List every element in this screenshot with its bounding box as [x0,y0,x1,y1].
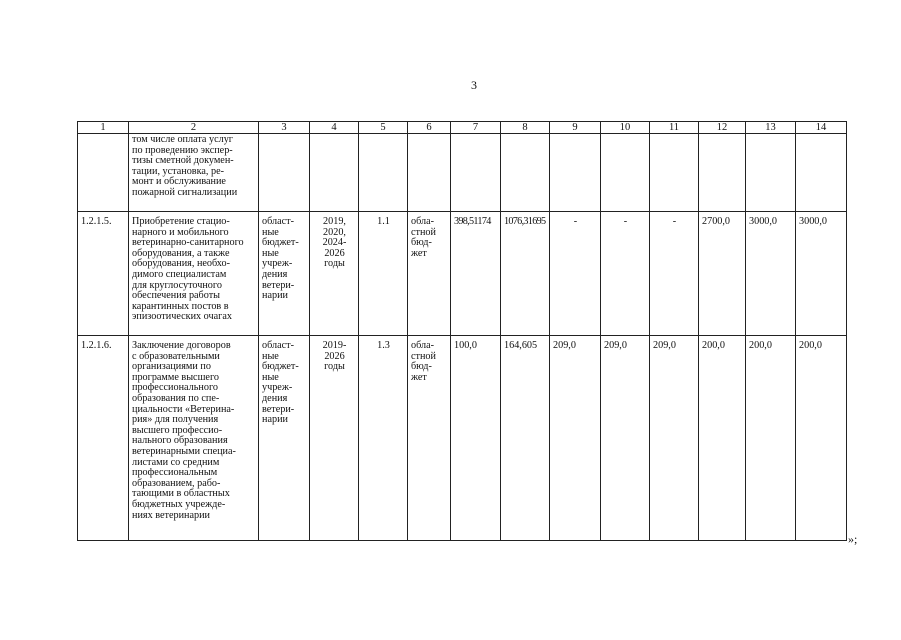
cell-col12 [699,134,746,212]
cell-col10 [601,134,650,212]
col-header-6: 6 [408,122,451,134]
cell-col7: 398,51174 [451,212,501,336]
cell-col7 [451,134,501,212]
cell-col13: 3000,0 [746,212,796,336]
col-header-10: 10 [601,122,650,134]
cell-col11: 209,0 [650,336,699,541]
col-header-13: 13 [746,122,796,134]
col-header-4: 4 [310,122,359,134]
col-header-12: 12 [699,122,746,134]
cell-col14 [796,134,847,212]
cell-source: обла- стной бюд- жет [408,336,451,541]
cell-executor: област- ные бюджет- ные учреж- дения ветери- нарии [259,212,310,336]
cell-col9: 209,0 [550,336,601,541]
cell-col12: 2700,0 [699,212,746,336]
cell-col8: 164,605 [501,336,550,541]
col-header-2: 2 [129,122,259,134]
cell-indicator [359,134,408,212]
cell-indicator: 1.3 [359,336,408,541]
col-header-3: 3 [259,122,310,134]
column-number-row [78,122,847,134]
cell-source [408,134,451,212]
cell-executor [259,134,310,212]
cell-description: Приобретение стацио- нарного и мобильного ветеринарно-санитарного оборудования, а также оборудования, необхо- димого специалистам для круглосуточного обеспечения работы карантинных постов в эпизоотических очагах [129,212,259,336]
col-header-8: 8 [501,122,550,134]
cell-col13 [746,134,796,212]
col-header-11: 11 [650,122,699,134]
cell-number [78,134,129,212]
cell-col8 [501,134,550,212]
cell-executor: област- ные бюджет- ные учреж- дения ветери- нарии [259,336,310,541]
cell-col7: 100,0 [451,336,501,541]
cell-col14: 200,0 [796,336,847,541]
table-row-1-2-1-5 [78,212,847,336]
cell-col9: - [550,212,601,336]
cell-years [310,134,359,212]
cell-col9 [550,134,601,212]
cell-col14: 3000,0 [796,212,847,336]
cell-description: Заключение договоров с образовательными организациями по программе высшего профессионального образования по спе- циальности «Ветерина- рия» для получения высшего профессио- нального образования ветеринарными специа- листами со средним профессиональным образованием, рабо- тающими в областных бюджетных учрежде- ниях ветеринарии [129,336,259,541]
cell-number: 1.2.1.6. [78,336,129,541]
closing-quote-mark: »; [848,532,858,546]
program-activities-table [77,121,847,541]
cell-col13: 200,0 [746,336,796,541]
cell-col12: 200,0 [699,336,746,541]
cell-source: обла- стной бюд- жет [408,212,451,336]
col-header-5: 5 [359,122,408,134]
cell-indicator: 1.1 [359,212,408,336]
col-header-1: 1 [78,122,129,134]
cell-col10: - [601,212,650,336]
page-number: 3 [471,78,477,92]
col-header-14: 14 [796,122,847,134]
cell-description: том числе оплата услуг по проведению экспер- тизы сметной докумен- тации, установка, ре- монт и обслуживание пожарной сигнализации [129,134,259,212]
table-row-1-2-1-6 [78,336,847,541]
table-row-continuation [78,134,847,212]
cell-col11 [650,134,699,212]
cell-col10: 209,0 [601,336,650,541]
cell-col8: 1076,31695 [501,212,550,336]
cell-years: 2019- 2026 годы [310,336,359,541]
cell-number: 1.2.1.5. [78,212,129,336]
cell-years: 2019, 2020, 2024- 2026 годы [310,212,359,336]
cell-col11: - [650,212,699,336]
col-header-7: 7 [451,122,501,134]
col-header-9: 9 [550,122,601,134]
